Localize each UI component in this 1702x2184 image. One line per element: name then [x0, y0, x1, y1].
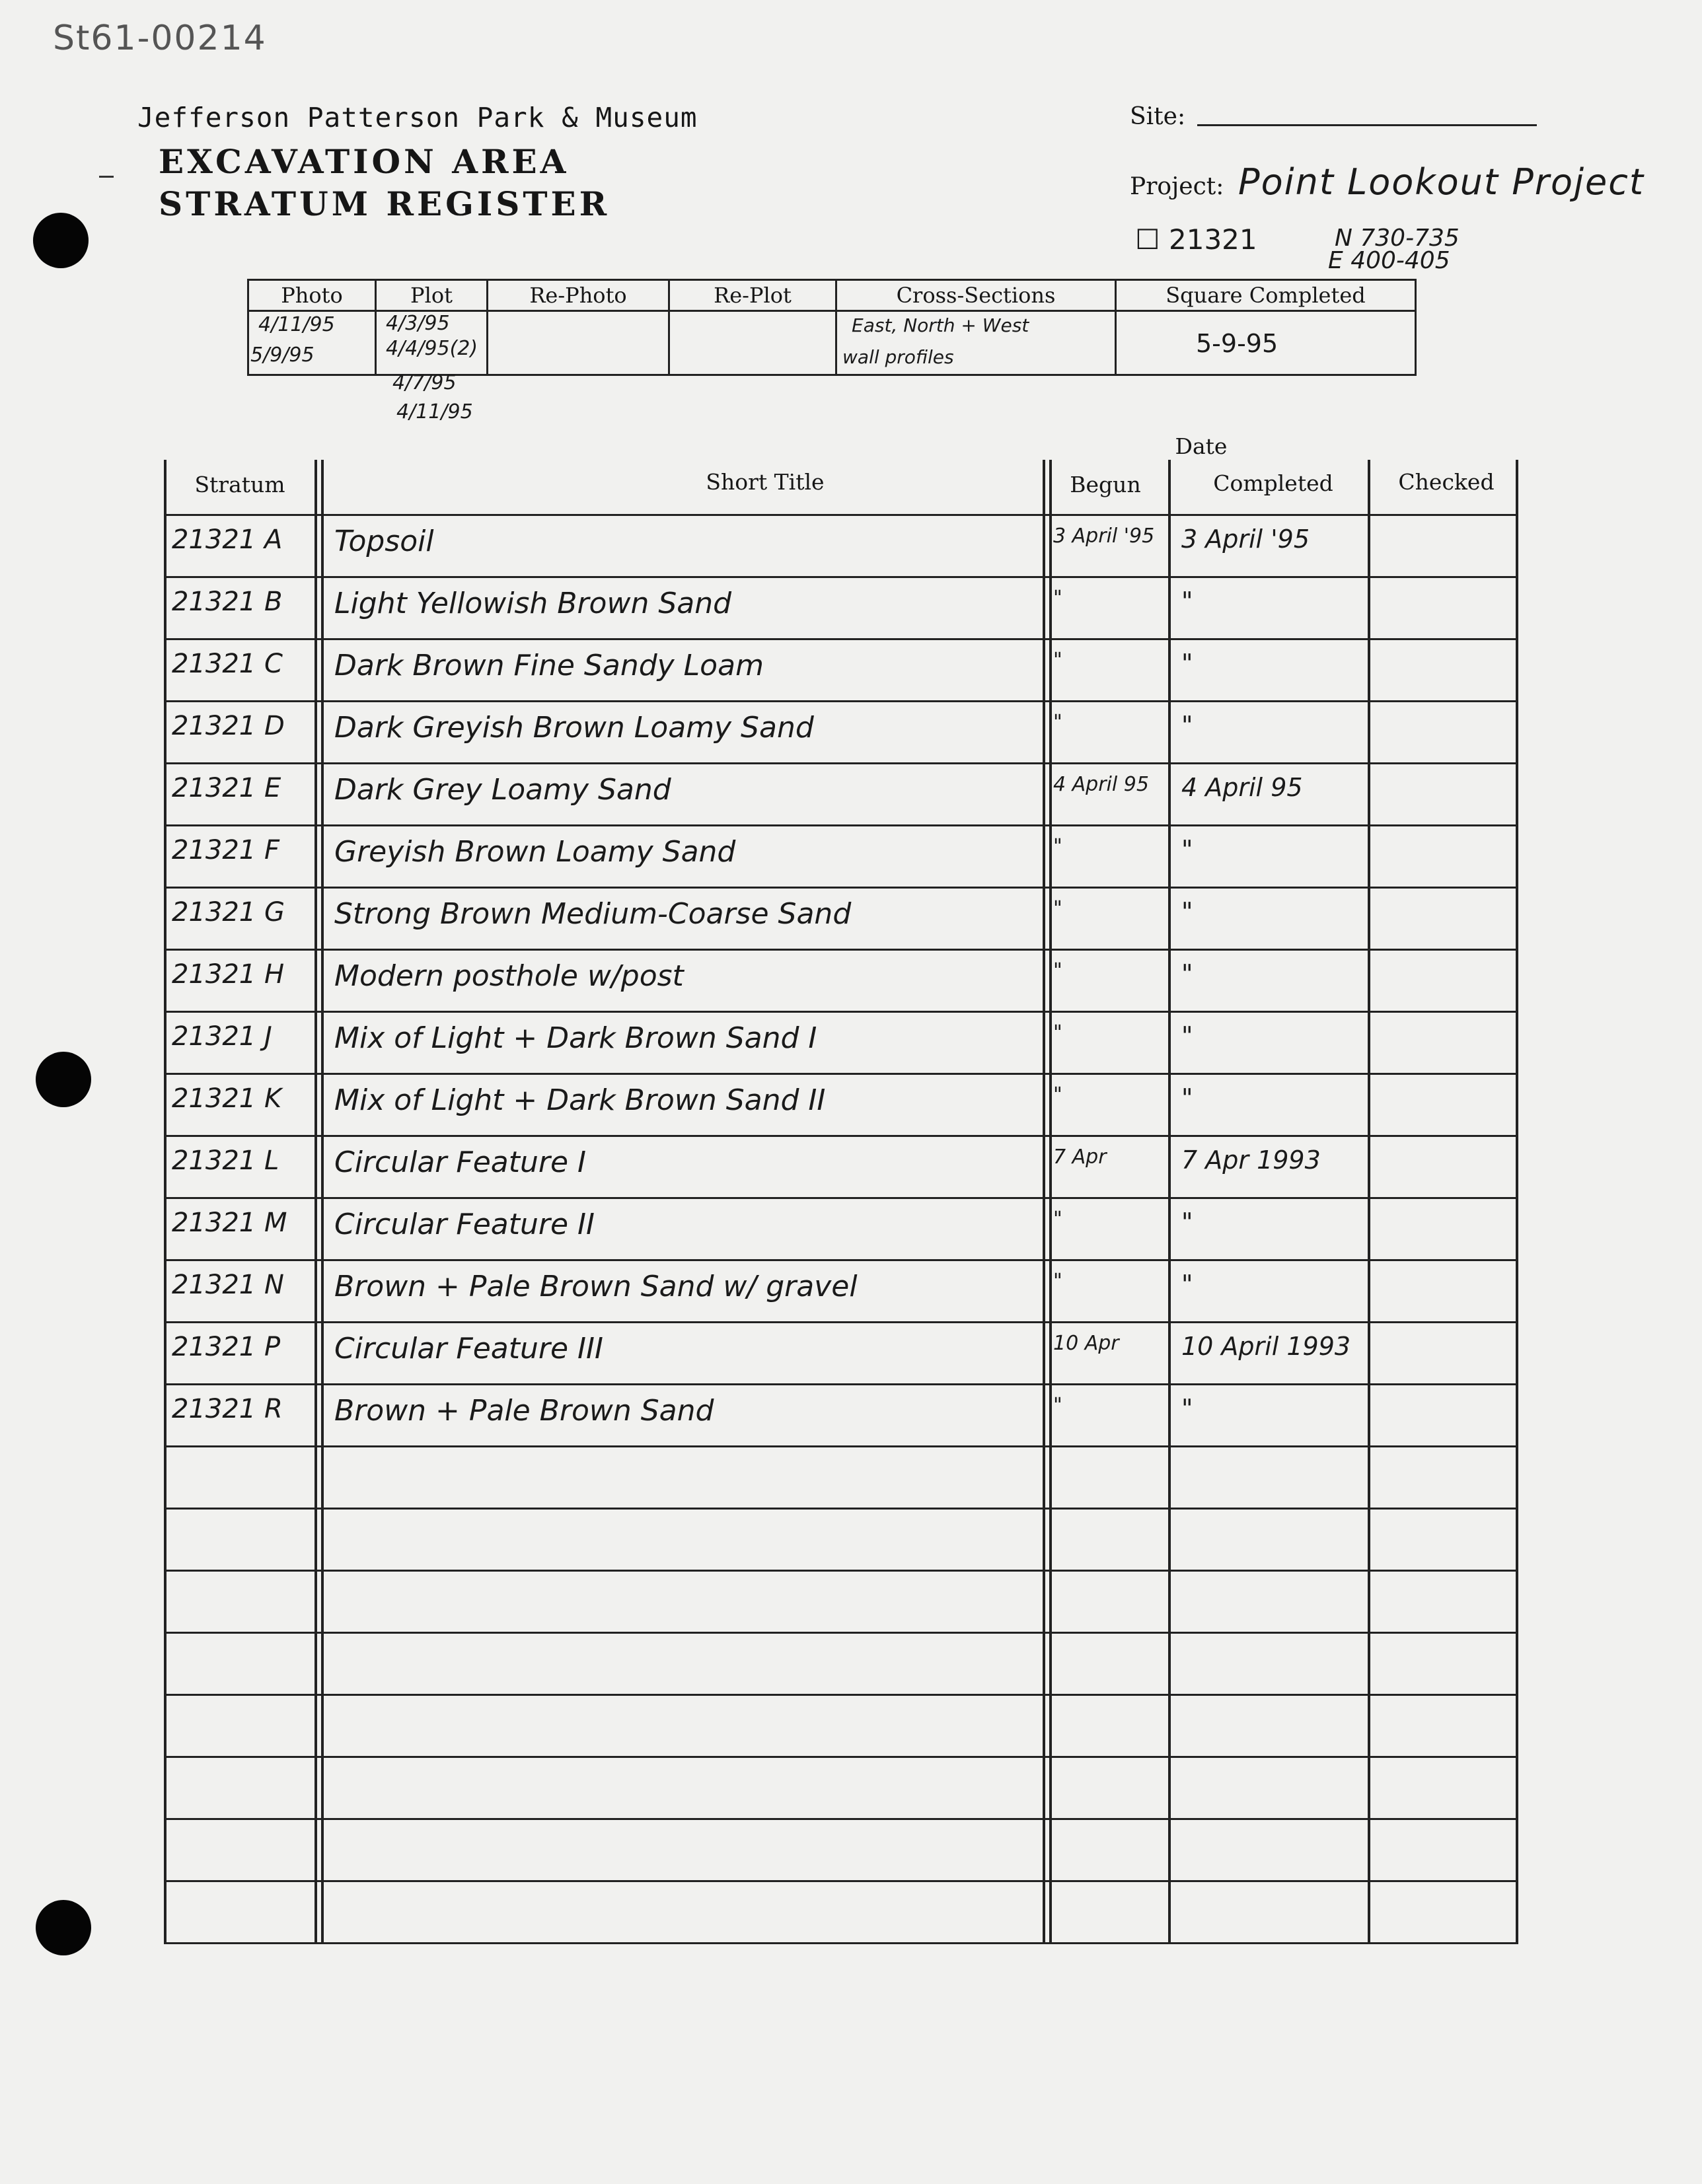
table-row [164, 949, 1518, 1013]
begun-cell: " [1053, 587, 1062, 610]
completed-cell: 7 Apr 1993 [1181, 1146, 1321, 1175]
header-replot: Re-Plot [669, 280, 836, 311]
short-title-cell: Brown + Pale Brown Sand w/ gravel [334, 1270, 858, 1303]
square-completed-date: 5-9-95 [1196, 329, 1278, 358]
completed-cell: " [1181, 1083, 1193, 1112]
completed-cell: " [1181, 1394, 1193, 1423]
short-title-cell: Mix of Light + Dark Brown Sand I [334, 1021, 817, 1055]
margin-tick [99, 176, 114, 178]
begun-cell: 10 Apr [1053, 1332, 1119, 1355]
header-checked: Checked [1398, 469, 1495, 495]
completed-cell: " [1181, 835, 1193, 864]
rule-begun [1168, 460, 1171, 1942]
plot-date-1: 4/3/95 [386, 312, 450, 335]
short-title-cell: Circular Feature III [334, 1332, 603, 1365]
table-row [164, 824, 1518, 889]
site-label: Site: [1130, 103, 1186, 130]
short-title-cell: Greyish Brown Loamy Sand [334, 835, 736, 869]
table-row [164, 1445, 1518, 1510]
begun-cell: " [1053, 1021, 1062, 1044]
rephoto-cell [488, 311, 669, 375]
document-id: St61-00214 [53, 18, 267, 58]
completed-cell: " [1181, 587, 1193, 616]
begun-cell: " [1053, 1270, 1062, 1293]
rule-title-2 [1049, 460, 1052, 1942]
date-group-label: Date [1175, 433, 1228, 459]
table-row [164, 1756, 1518, 1820]
rule-title-1 [1043, 460, 1045, 1942]
short-title-cell: Strong Brown Medium-Coarse Sand [334, 897, 852, 931]
completed-cell: " [1181, 711, 1193, 740]
header-short-title: Short Title [706, 469, 825, 495]
begun-cell: " [1053, 835, 1062, 858]
short-title-cell: Topsoil [334, 525, 434, 558]
header-begun: Begun [1070, 472, 1141, 497]
coords-east: E 400-405 [1328, 247, 1450, 274]
table-row [164, 1818, 1518, 1882]
header-cross-sections: Cross-Sections [836, 280, 1116, 311]
short-title-cell: Modern posthole w/post [334, 959, 684, 993]
stratum-cell: 21321 G [172, 897, 285, 928]
plot-date-3: 4/7/95 [392, 371, 457, 394]
completed-cell: " [1181, 1021, 1193, 1050]
site-field [1197, 124, 1537, 126]
status-table [247, 279, 1417, 376]
begun-cell: " [1053, 649, 1062, 672]
header-plot: Plot [376, 280, 488, 311]
begun-cell: 4 April 95 [1053, 773, 1149, 796]
begun-cell: " [1053, 711, 1062, 734]
rule-completed [1368, 460, 1370, 1942]
begun-cell: 3 April '95 [1053, 525, 1155, 548]
stratum-cell: 21321 P [172, 1332, 281, 1362]
rule-stratum-2 [321, 460, 324, 1942]
stratum-cell: 21321 D [172, 711, 285, 741]
stratum-cell: 21321 C [172, 649, 283, 679]
square-completed-cell [1116, 311, 1416, 375]
header-divider [164, 460, 1518, 516]
punch-hole-bottom [36, 1900, 91, 1955]
stratum-cell: 21321 R [172, 1394, 283, 1424]
title-line-2: STRATUM REGISTER [159, 184, 610, 223]
table-row [164, 1259, 1518, 1323]
table-row [164, 1880, 1518, 1944]
cross-sections-line-2: wall profiles [842, 346, 954, 368]
completed-cell: 3 April '95 [1181, 525, 1310, 554]
plot-date-4: 4/11/95 [396, 400, 473, 423]
table-row [164, 514, 1518, 578]
punch-hole-top [33, 213, 89, 268]
photo-date-1: 4/11/95 [258, 313, 335, 336]
stratum-cell: 21321 A [172, 525, 283, 555]
header-square-completed: Square Completed [1116, 280, 1416, 311]
stratum-cell: 21321 K [172, 1083, 282, 1114]
begun-cell: " [1053, 1083, 1062, 1107]
table-row [164, 1321, 1518, 1385]
stratum-cell: 21321 N [172, 1270, 284, 1300]
stratum-cell: 21321 E [172, 773, 281, 803]
table-row [164, 1073, 1518, 1137]
short-title-cell: Circular Feature II [334, 1208, 595, 1241]
table-row [164, 887, 1518, 951]
completed-cell: " [1181, 959, 1193, 988]
table-row [164, 638, 1518, 702]
punch-hole-middle [36, 1052, 91, 1107]
rule-right [1516, 460, 1518, 1942]
photo-date-2: 5/9/95 [250, 344, 314, 367]
header-photo: Photo [248, 280, 376, 311]
stratum-cell: 21321 L [172, 1146, 279, 1176]
begun-cell: " [1053, 1208, 1062, 1231]
cross-sections-line-1: East, North + West [852, 314, 1029, 336]
table-row [164, 1135, 1518, 1199]
project-value: Point Lookout Project [1238, 161, 1645, 203]
photo-cell [248, 311, 376, 375]
header-rephoto: Re-Photo [488, 280, 669, 311]
completed-cell: " [1181, 1208, 1193, 1237]
short-title-cell: Dark Greyish Brown Loamy Sand [334, 711, 814, 745]
table-row [164, 1011, 1518, 1075]
stratum-cell: 21321 F [172, 835, 279, 865]
completed-cell: " [1181, 897, 1193, 926]
table-row [164, 1570, 1518, 1634]
plot-cell [376, 311, 488, 375]
table-row [164, 762, 1518, 826]
begun-cell: 7 Apr [1053, 1146, 1107, 1169]
cross-sections-cell [836, 311, 1116, 375]
completed-cell: 10 April 1993 [1181, 1332, 1351, 1361]
table-row [164, 1197, 1518, 1261]
begun-cell: " [1053, 959, 1062, 982]
completed-cell: " [1181, 1270, 1193, 1299]
stratum-cell: 21321 B [172, 587, 283, 617]
table-row [164, 1383, 1518, 1447]
short-title-cell: Light Yellowish Brown Sand [334, 587, 732, 620]
header-completed: Completed [1213, 470, 1333, 496]
rule-left [164, 460, 166, 1942]
coords-north: N 730-735 [1335, 225, 1460, 252]
short-title-cell: Brown + Pale Brown Sand [334, 1394, 714, 1428]
completed-cell: 4 April 95 [1181, 773, 1303, 802]
plot-date-2: 4/4/95(2) [386, 337, 478, 360]
title-line-1: EXCAVATION AREA [159, 142, 570, 181]
organization-name: Jefferson Patterson Park & Museum [137, 102, 698, 133]
table-row [164, 1508, 1518, 1572]
stratum-cell: 21321 M [172, 1208, 287, 1238]
completed-cell: " [1181, 649, 1193, 678]
begun-cell: " [1053, 897, 1062, 920]
short-title-cell: Dark Brown Fine Sandy Loam [334, 649, 764, 682]
begun-cell: " [1053, 1394, 1062, 1417]
short-title-cell: Dark Grey Loamy Sand [334, 773, 671, 807]
table-row [164, 1632, 1518, 1696]
table-row [164, 700, 1518, 764]
project-label: Project: [1130, 173, 1224, 200]
short-title-cell: Circular Feature I [334, 1146, 586, 1179]
table-row [164, 1694, 1518, 1758]
stratum-cell: 21321 H [172, 959, 285, 990]
stratum-cell: 21321 J [172, 1021, 272, 1052]
replot-cell [669, 311, 836, 375]
table-row [164, 576, 1518, 640]
header-stratum: Stratum [194, 472, 285, 497]
square-number: ☐ 21321 [1135, 223, 1257, 256]
rule-stratum-1 [314, 460, 317, 1942]
short-title-cell: Mix of Light + Dark Brown Sand II [334, 1083, 826, 1117]
